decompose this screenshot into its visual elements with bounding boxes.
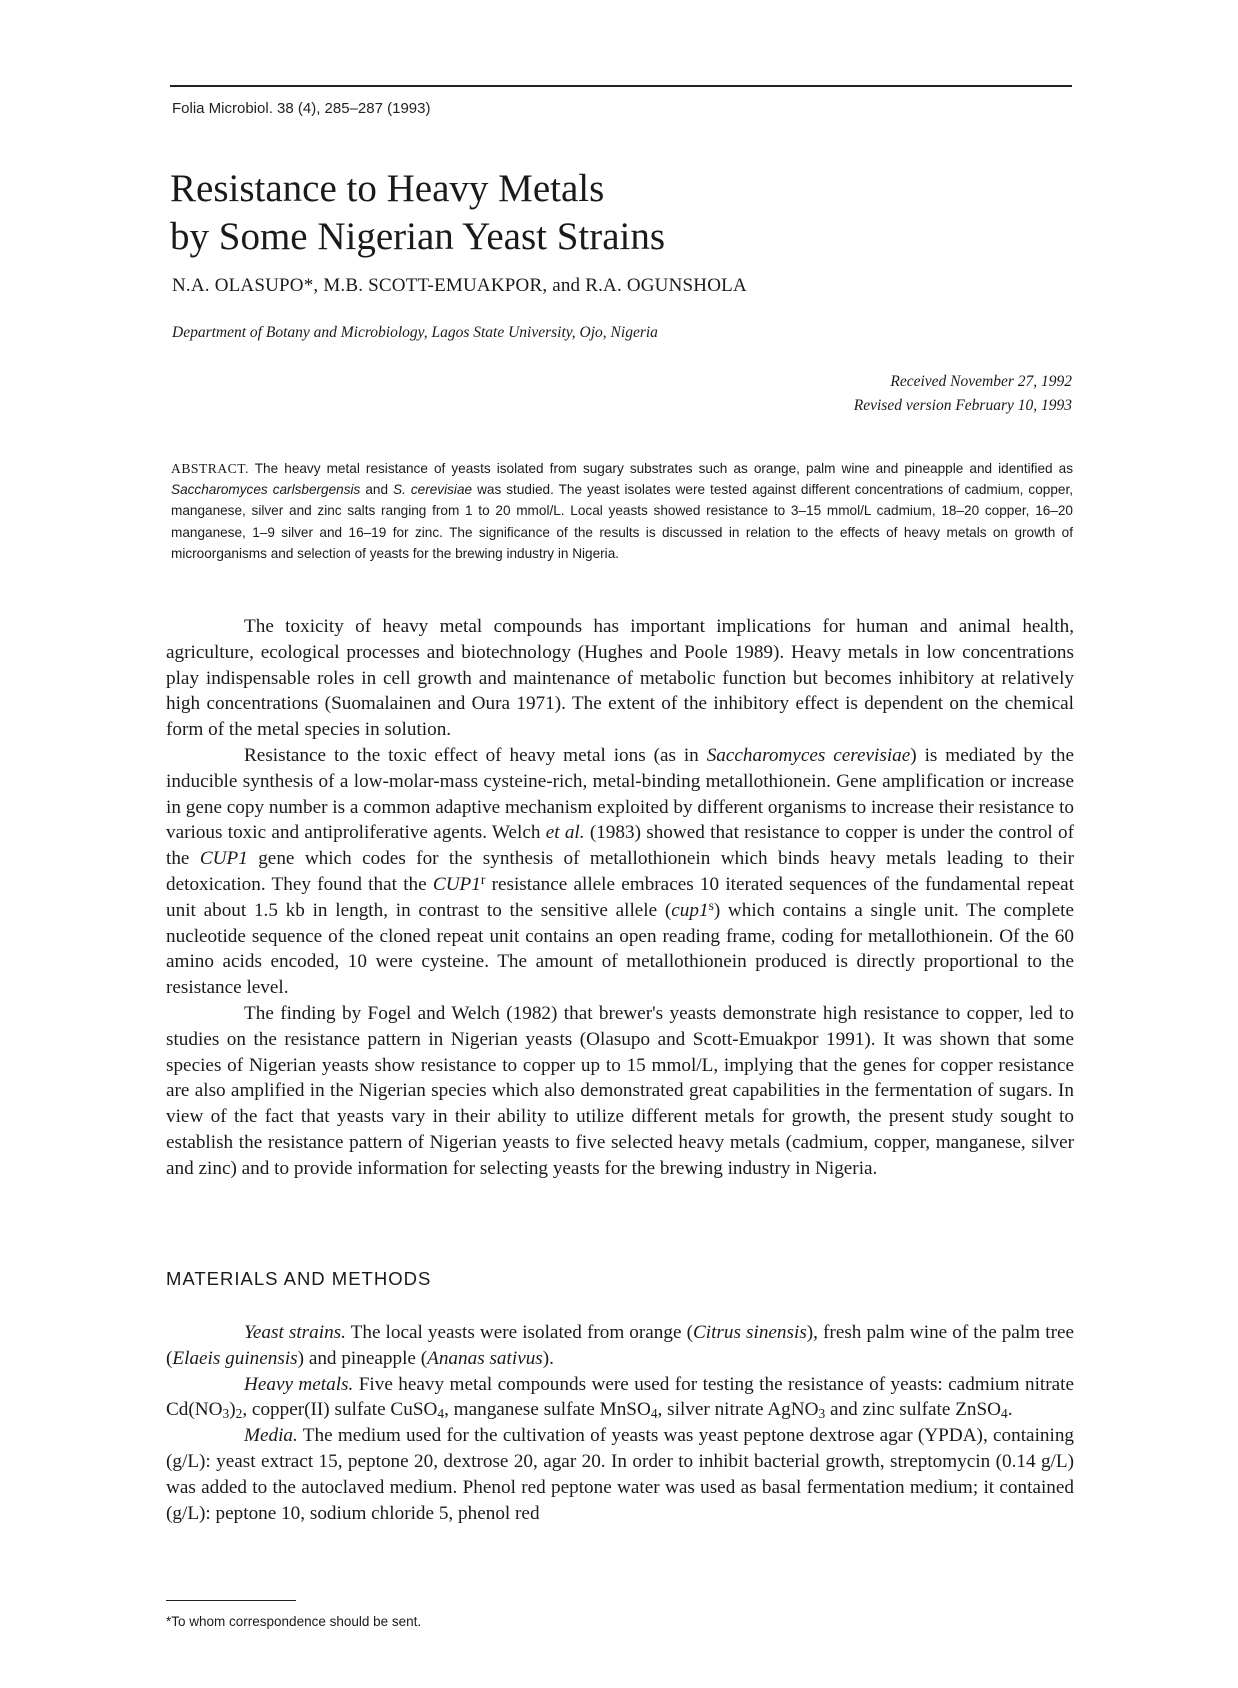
media-paragraph: Media. The medium used for the cultivation of yeasts was yeast peptone dextrose agar (YPDA), containing (g/L): yeast extract 15, peptone 20, dextrose 20, agar 20. In order to inhibit bacterial growth, streptomycin (0.14 g/L) was added to the autoclaved medium. Phenol red peptone water was used as basal fermentation medium; it contained (g/L): peptone 10, sodium chloride 5, phenol red <box>166 1425 1075 1524</box>
introduction <box>166 614 1074 1182</box>
footnote-rule <box>166 1600 296 1601</box>
materials-methods <box>166 1320 1074 1526</box>
journal-citation: Folia Microbiol. 38 (4), 285–287 (1993) <box>172 100 431 117</box>
abstract: ABSTRACT. The heavy metal resistance of yeasts isolated from sugary substrates such as orange, palm wine and pineapple and identified as Saccharomyces carlsbergensis and S. cerevisiae was studied. The yeast isolates were tested against different concentrations of cadmium, copper, manganese, silver and zinc salts ranging from 1 to 20 mmol/L. Local yeasts showed resistance to 3–15 mmol/L cadmium, 18–20 copper, 16–20 manganese, 1–9 silver and 16–19 for zinc. The significance of the results is discussed in relation to the effects of heavy metals on growth of microorganisms and selection of yeasts for the brewing industry in Nigeria. <box>171 461 1074 561</box>
revised-date: Revised version February 10, 1993 <box>853 397 1072 414</box>
submission-dates <box>854 370 1072 418</box>
author-list: N.A. OLASUPO*, M.B. SCOTT-EMUAKPOR, and R.A. OGUNSHOLA <box>172 275 747 296</box>
section-heading: MATERIALS AND METHODS <box>166 1268 432 1289</box>
heavy-metals-paragraph: Heavy metals. Five heavy metal compounds were used for testing the resistance of yeasts: cadmium nitrate $Cd(NO_3)_2$, copper(II) sulfate CuSO$_4$, manganese sulfate MnSO$_4$, silver nitrate AgNO$_3$ and zinc sulfate ZnSO$_4$. <box>166 1373 1075 1422</box>
paper-title <box>170 165 1070 261</box>
footnote: *To whom correspondence should be sent. <box>166 1614 422 1629</box>
title-line-1: Resistance to Heavy Metals <box>170 167 605 210</box>
abstract-label: ABSTRACT. <box>171 461 249 476</box>
intro-paragraph-2: Resistance to the toxic effect of heavy metal ions (as in Saccharomyces cerevisiae) is mediated by the inducible synthesis of a low-molar-mass cysteine-rich, metal-binding metallothionein. Gene amplification or increase in gene copy number is a common adaptive mechanism exploited by different organisms to increase their resistance to various toxic and antiproliferative agents. Welch et al. (1983) showed that resistance to copper is under the control of the CUP1 gene which codes for the synthesis of metallothionein which binds heavy metals leading to their detoxication. They found that the CUP1$^r$ resistance allele embraces 10 iterated sequences of the fundamental repeat unit about 1.5 kb in length, in contrast to the sensitive allele (cup1$^s$) which contains a single unit. The complete nucleotide sequence of the cloned repeat unit contains an open reading frame, coding for metallothionein. Of the 60 amino acids encoded, 10 were cysteine. The amount of metallothionein produced is directly proportional to the resistance level. <box>166 744 1075 999</box>
species-name: S. cerevisiae <box>393 482 473 498</box>
title-line-2: by Some Nigerian Yeast Strains <box>170 215 666 258</box>
intro-paragraph-1: The toxicity of heavy metal compounds has important implications for human and animal health, agriculture, ecological processes and biotechnology (Hughes and Poole 1989). Heavy metals in low concentrations play indispensable roles in cell growth and maintenance of metabolic function but becomes inhibitory at relatively high concentrations (Suomalainen and Oura 1971). The extent of the inhibitory effect is dependent on the chemical form of the metal species in solution. <box>166 616 1074 741</box>
yeast-strains-paragraph: Yeast strains. The local yeasts were isolated from orange (Citrus sinensis), fresh palm wine of the palm tree (Elaeis guinensis) and pineapple (Ananas sativus). <box>166 1322 1074 1369</box>
received-date: Received November 27, 1992 <box>890 373 1072 390</box>
affiliation: Department of Botany and Microbiology, Lagos State University, Ojo, Nigeria <box>172 324 658 341</box>
intro-paragraph-3: The finding by Fogel and Welch (1982) that brewer's yeasts demonstrate high resistance to copper, led to studies on the resistance pattern in Nigerian yeasts (Olasupo and Scott-Emuakpor 1991). It was shown that some species of Nigerian yeasts show resistance to copper up to 15 mmol/L, implying that the genes for copper resistance are also amplified in the Nigerian species which also demonstrated great capabilities in the fermentation of sugars. In view of the fact that yeasts vary in their ability to utilize different metals for growth, the present study sought to establish the resistance pattern of Nigerian yeasts to five selected heavy metals (cadmium, copper, manganese, silver and zinc) and to provide information for selecting yeasts for the brewing industry in Nigeria. <box>166 1002 1074 1179</box>
header-rule <box>170 85 1072 87</box>
species-name: Saccharomyces carlsbergensis <box>171 482 361 498</box>
